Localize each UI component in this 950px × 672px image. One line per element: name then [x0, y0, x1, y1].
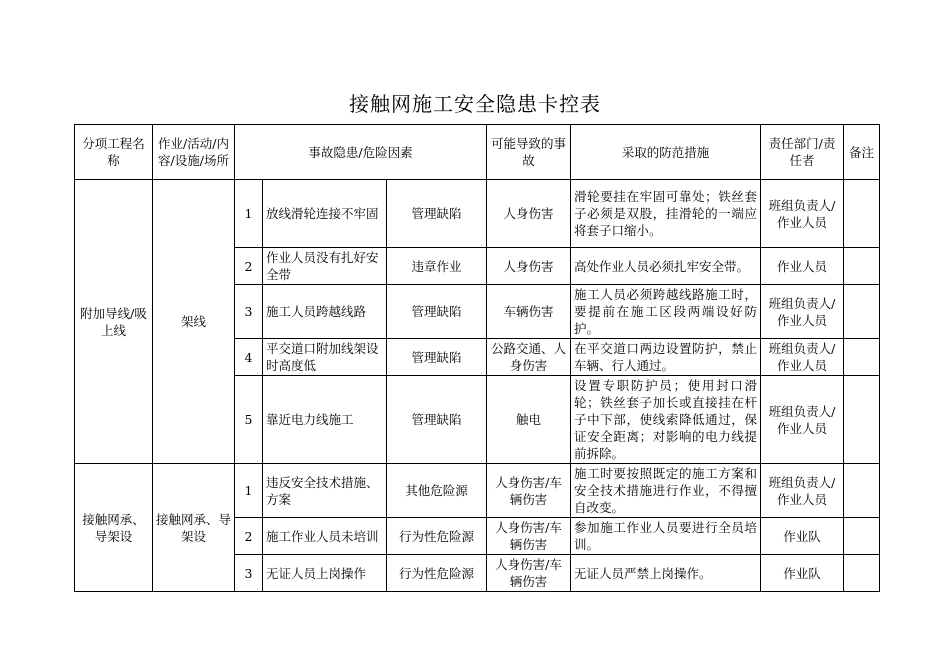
cell-activity: 架线: [153, 180, 235, 464]
cell-index: 3: [235, 285, 263, 339]
cell-remark: [844, 339, 880, 376]
header-responsible: 责任部门/责任者: [761, 125, 844, 180]
cell-hazard-type: 行为性危险源: [387, 518, 487, 555]
cell-result: 人身伤害/车辆伤害: [487, 464, 571, 518]
cell-index: 5: [235, 376, 263, 464]
cell-result: 车辆伤害: [487, 285, 571, 339]
cell-hazard: 违反安全技术措施、方案: [263, 464, 387, 518]
cell-measure: 无证人员严禁上岗操作。: [571, 555, 761, 592]
header-activity: 作业/活动/内容/设施/场所: [153, 125, 235, 180]
header-project: 分项工程名称: [75, 125, 153, 180]
cell-index: 1: [235, 464, 263, 518]
cell-measure: 在平交道口两边设置防护，禁止车辆、行人通过。: [571, 339, 761, 376]
cell-measure: 施工人员必须跨越线路施工时，要提前在施工区段两端设好防护。: [571, 285, 761, 339]
cell-result: 触电: [487, 376, 571, 464]
cell-remark: [844, 376, 880, 464]
cell-remark: [844, 518, 880, 555]
cell-index: 3: [235, 555, 263, 592]
cell-responsible: 作业队: [761, 518, 844, 555]
table-row: [75, 464, 880, 518]
cell-result: 公路交通、人身伤害: [487, 339, 571, 376]
cell-hazard-type: 管理缺陷: [387, 339, 487, 376]
cell-result: 人身伤害: [487, 180, 571, 248]
cell-index: 2: [235, 518, 263, 555]
cell-remark: [844, 464, 880, 518]
cell-responsible: 班组负责人/作业人员: [761, 285, 844, 339]
cell-hazard-type: 违章作业: [387, 248, 487, 285]
cell-responsible: 作业队: [761, 555, 844, 592]
cell-remark: [844, 555, 880, 592]
cell-project: 附加导线/吸上线: [75, 180, 153, 464]
cell-measure: 设置专职防护员；使用封口滑轮；铁丝套子加长或直接挂在杆子中下部，使线索降低通过，保证安全距离；对影响的电力线提前拆除。: [571, 376, 761, 464]
page-title: 接触网施工安全隐患卡控表: [349, 92, 601, 116]
cell-measure: 施工时要按照既定的施工方案和安全技术措施进行作业，不得擅自改变。: [571, 464, 761, 518]
cell-index: 1: [235, 180, 263, 248]
cell-measure: 参加施工作业人员要进行全员培训。: [571, 518, 761, 555]
cell-responsible: 班组负责人/作业人员: [761, 180, 844, 248]
cell-result: 人身伤害/车辆伤害: [487, 518, 571, 555]
header-hazard: 事故隐患/危险因素: [235, 125, 487, 180]
cell-hazard-type: 行为性危险源: [387, 555, 487, 592]
cell-remark: [844, 248, 880, 285]
cell-remark: [844, 285, 880, 339]
cell-hazard-type: 管理缺陷: [387, 180, 487, 248]
cell-hazard: 施工人员跨越线路: [263, 285, 387, 339]
cell-hazard: 作业人员没有扎好安全带: [263, 248, 387, 285]
cell-hazard: 无证人员上岗操作: [263, 555, 387, 592]
cell-hazard-type: 管理缺陷: [387, 285, 487, 339]
cell-measure: 滑轮要挂在牢固可靠处；铁丝套子必须是双股，挂滑轮的一端应将套子口缩小。: [571, 180, 761, 248]
cell-remark: [844, 180, 880, 248]
table-row: [75, 180, 880, 248]
cell-responsible: 班组负责人/作业人员: [761, 376, 844, 464]
cell-hazard: 平交道口附加线架设时高度低: [263, 339, 387, 376]
cell-hazard: 放线滑轮连接不牢固: [263, 180, 387, 248]
hazard-control-table: [74, 124, 880, 592]
header-result: 可能导致的事故: [487, 125, 571, 180]
cell-responsible: 班组负责人/作业人员: [761, 464, 844, 518]
cell-activity: 接触网承、导架设: [153, 464, 235, 592]
cell-hazard-type: 管理缺陷: [387, 376, 487, 464]
cell-hazard-type: 其他危险源: [387, 464, 487, 518]
cell-responsible: 作业人员: [761, 248, 844, 285]
cell-project: 接触网承、导架设: [75, 464, 153, 592]
table-body: [75, 180, 880, 592]
cell-hazard: 施工作业人员未培训: [263, 518, 387, 555]
cell-hazard: 靠近电力线施工: [263, 376, 387, 464]
header-row: [75, 125, 880, 180]
cell-result: 人身伤害/车辆伤害: [487, 555, 571, 592]
cell-measure: 高处作业人员必须扎牢安全带。: [571, 248, 761, 285]
cell-responsible: 班组负责人/作业人员: [761, 339, 844, 376]
cell-index: 4: [235, 339, 263, 376]
header-remark: 备注: [844, 125, 880, 180]
header-measures: 采取的防范措施: [571, 125, 761, 180]
cell-result: 人身伤害: [487, 248, 571, 285]
cell-index: 2: [235, 248, 263, 285]
